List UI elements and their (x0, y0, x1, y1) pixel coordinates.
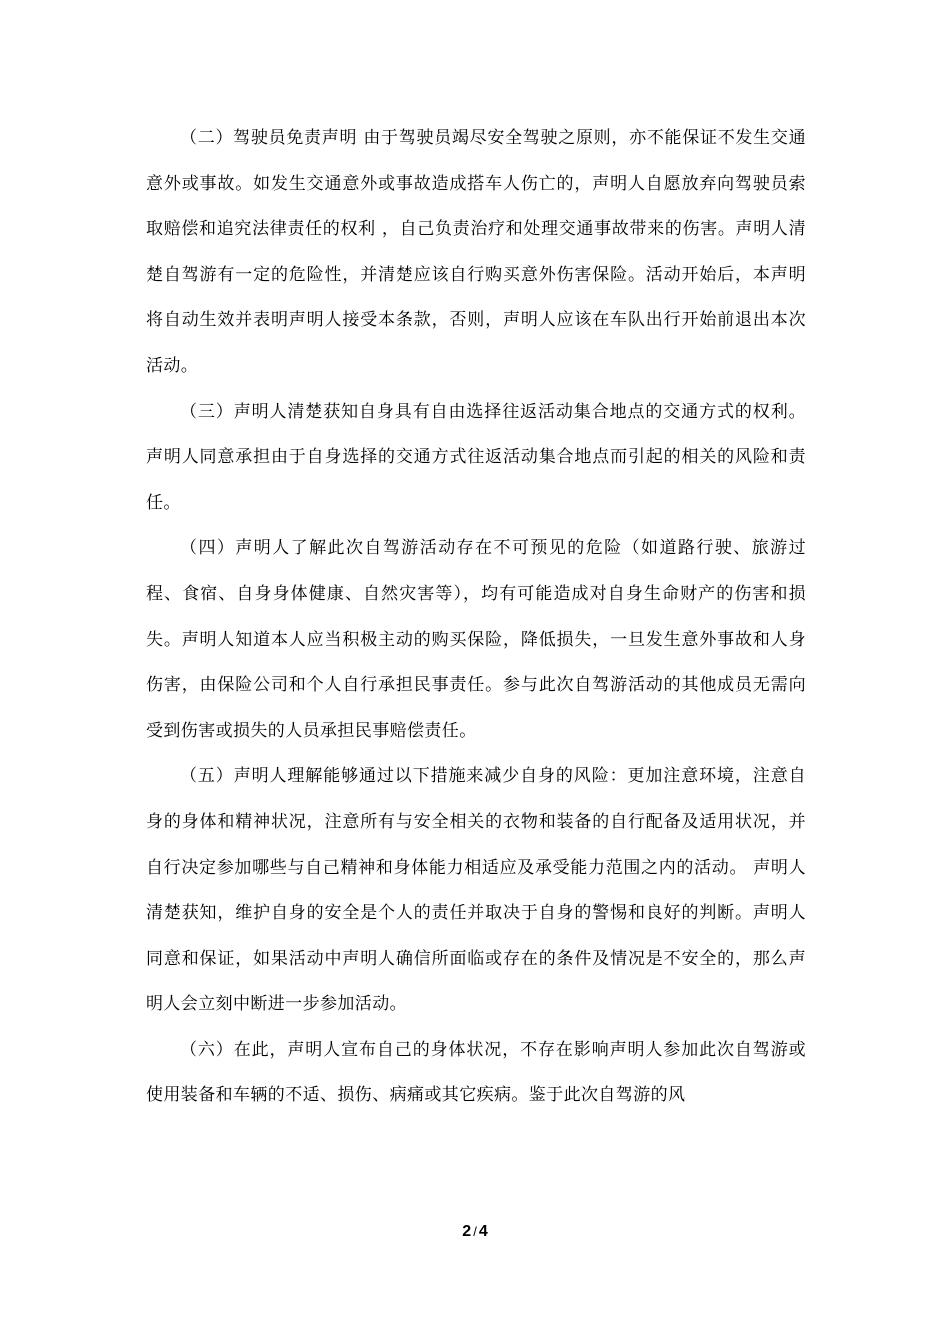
paragraph-unforeseen-risks: （四）声明人了解此次自驾游活动存在不可预见的危险（如道路行驶、旅游过程、食宿、自身身体健康、自然灾害等），均有可能造成对自身生命财产的伤害和损失。声明人知道本人应当积极主动的购买保险，降低损失，一旦发生意外事故和人身伤害，由保险公司和个人自行承担民事责任。参与此次自驾游活动的其他成员无需向受到伤害或损失的人员承担民事赔偿责任。 (146, 538, 806, 741)
page-separator: / (473, 1224, 477, 1239)
page-number (0, 1222, 950, 1242)
paragraph-risk-reduction: （五）声明人理解能够通过以下措施来减少自身的风险：更加注意环境，注意自身的身体和精神状况，注意所有与安全相关的衣物和装备的自行配备及适用状况，并自行决定参加哪些与自己精神和身体能力相适应及承受能力范围之内的活动。 声明人清楚获知，维护自身的安全是个人的责任并取决于自身的警惕和良好的判断。声明人同意和保证，如果活动中声明人确信所面临或存在的条件及情况是不安全的，那么声明人会立刻中断进一步参加活动。 (146, 766, 806, 1015)
paragraph-driver-disclaimer: （二）驾驶员免责声明 由于驾驶员竭尽安全驾驶之原则，亦不能保证不发生交通意外或事故。如发生交通意外或事故造成搭车人伤亡的，声明人自愿放弃向驾驶员索取赔偿和追究法律责任的权利 ，自己负责治疗和处理交通事故带来的伤害。声明人清楚自驾游有一定的危险性，并清楚应该自行购买意外伤害保险。活动开始后，本声明将自动生效并表明声明人接受本条款，否则，声明人应该在车队出行开始前退出本次活动。 (146, 128, 806, 376)
current-page-number: 2 (462, 1223, 472, 1240)
paragraph-transport-choice: （三）声明人清楚获知自身具有自由选择往返活动集合地点的交通方式的权利。声明人同意承担由于自身选择的交通方式往返活动集合地点而引起的相关的风险和责任。 (146, 401, 806, 513)
total-page-count: 4 (478, 1223, 488, 1240)
paragraph-health-declaration: （六）在此，声明人宣布自己的身体状况，不存在影响声明人参加此次自驾游或使用装备和车辆的不适、损伤、病痛或其它疾病。鉴于此次自驾游的风 (146, 1039, 806, 1106)
document-body (146, 116, 806, 1119)
